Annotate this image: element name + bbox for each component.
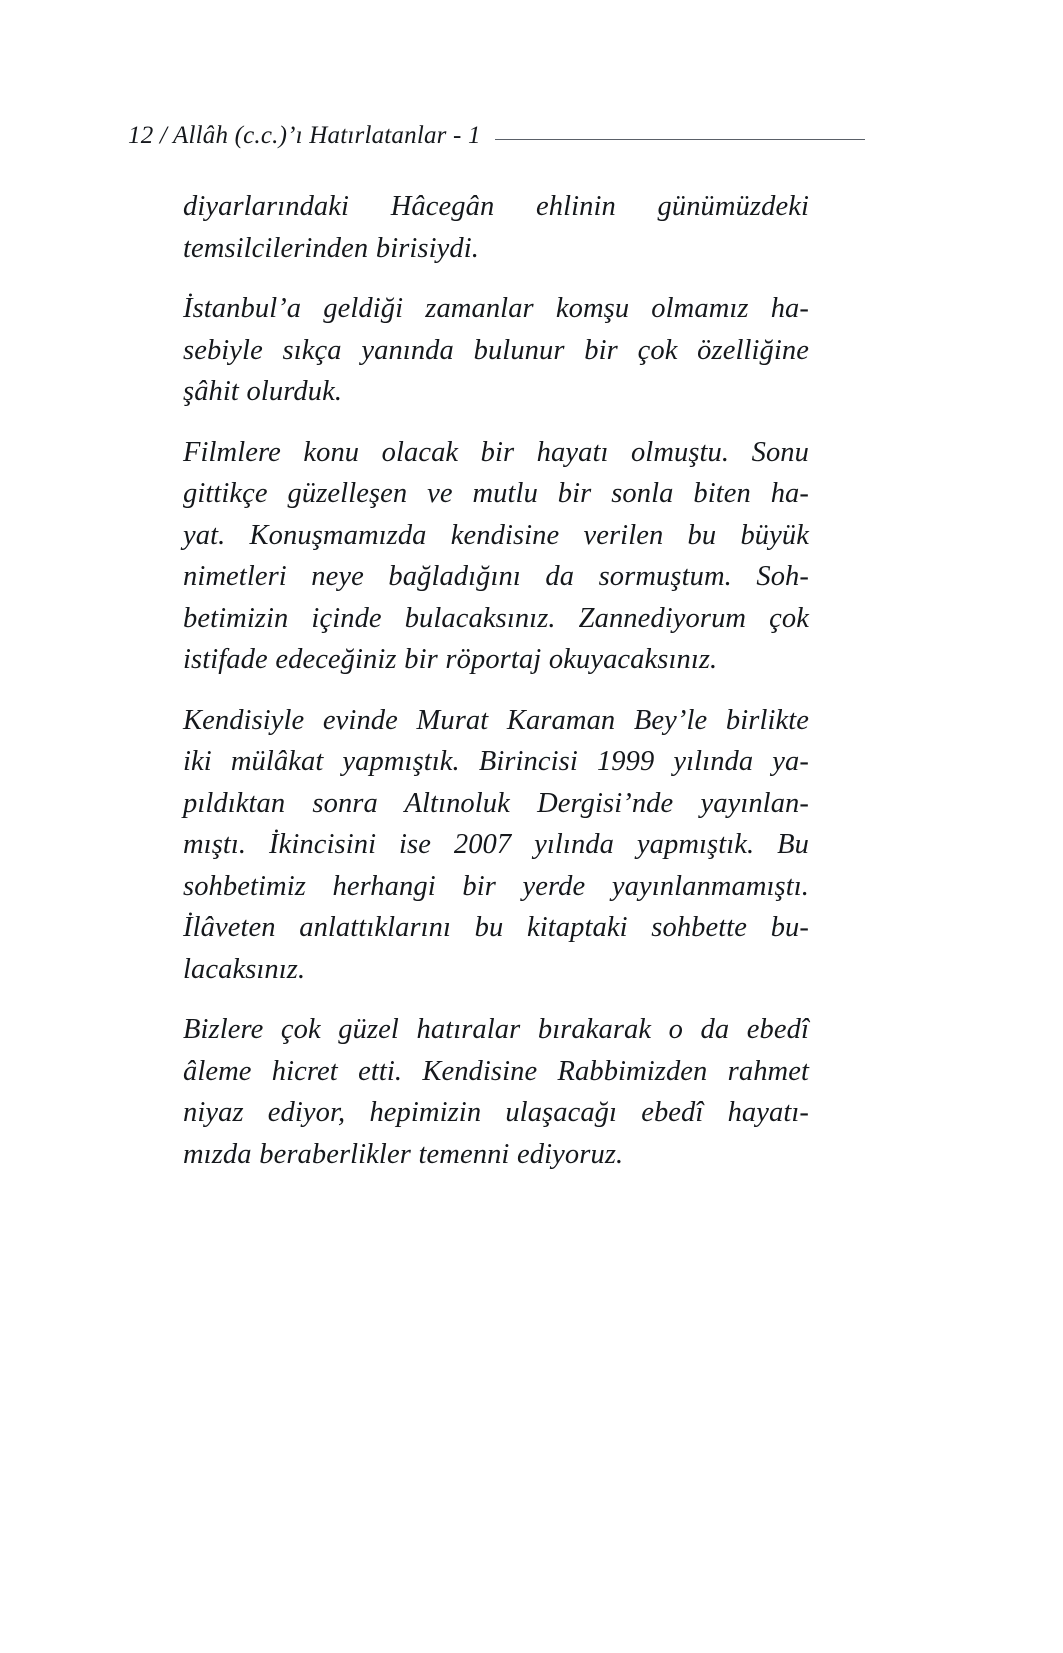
text-line: betimizin içinde bulacaksınız. Zannediyorum çok <box>183 602 809 634</box>
text-line: yat. Konuşmamızda kendisine verilen bu büyük <box>183 519 809 551</box>
paragraph <box>183 288 809 413</box>
text-line: mıştı. İkincisini ise 2007 yılında yapmıştık. Bu <box>183 829 809 860</box>
text-line: Filmlere konu olacak bir hayatı olmuştu. Sonu <box>183 436 809 468</box>
text-line: İlâveten anlattıklarını bu kitaptaki sohbette bu- <box>183 912 809 943</box>
text-line: diyarlarındaki Hâcegân ehlinin günümüzdeki <box>183 191 809 222</box>
paragraph <box>183 186 809 269</box>
text-line: âleme hicret etti. Kendisine Rabbimizden rahmet <box>183 1055 809 1087</box>
running-header <box>128 118 865 152</box>
text-line: pıldıktan sonra Altınoluk Dergisi’nde yayınlan- <box>183 787 809 819</box>
text-line: şâhit olurduk. <box>183 376 343 407</box>
paragraph <box>183 432 809 681</box>
text-line: iki mülâkat yapmıştık. Birincisi 1999 yılında ya- <box>183 746 809 777</box>
text-line: sebiyle sıkça yanında bulunur bir çok özelliğine <box>183 334 809 366</box>
text-line: istifade edeceğiniz bir röportaj okuyacaksınız. <box>183 644 718 675</box>
header-rule <box>495 139 865 140</box>
text-line: temsilcilerinden birisiydi. <box>183 232 479 264</box>
paragraph <box>183 700 809 991</box>
text-line: niyaz ediyor, hepimizin ulaşacağı ebedî hayatı- <box>183 1097 809 1128</box>
text-line: mızda beraberlikler temenni ediyoruz. <box>183 1138 624 1170</box>
text-line: İstanbul’a geldiği zamanlar komşu olmamız ha- <box>183 293 809 324</box>
text-line: Kendisiyle evinde Murat Karaman Bey’le birlikte <box>183 704 809 736</box>
paragraph <box>183 1009 809 1175</box>
text-line: Bizlere çok güzel hatıralar bırakarak o da ebedî <box>183 1014 809 1045</box>
text-line: nimetleri neye bağladığını da sormuştum. Soh- <box>183 561 809 592</box>
text-line: gittikçe güzelleşen ve mutlu bir sonla biten ha- <box>183 478 809 509</box>
running-header-text: 12 / Allâh (c.c.)’ı Hatırlatanlar - 1 <box>128 121 481 149</box>
body-text-block <box>183 186 809 1175</box>
text-line: sohbetimiz herhangi bir yerde yayınlanmamıştı. <box>183 870 809 902</box>
text-line: lacaksınız. <box>183 953 306 985</box>
